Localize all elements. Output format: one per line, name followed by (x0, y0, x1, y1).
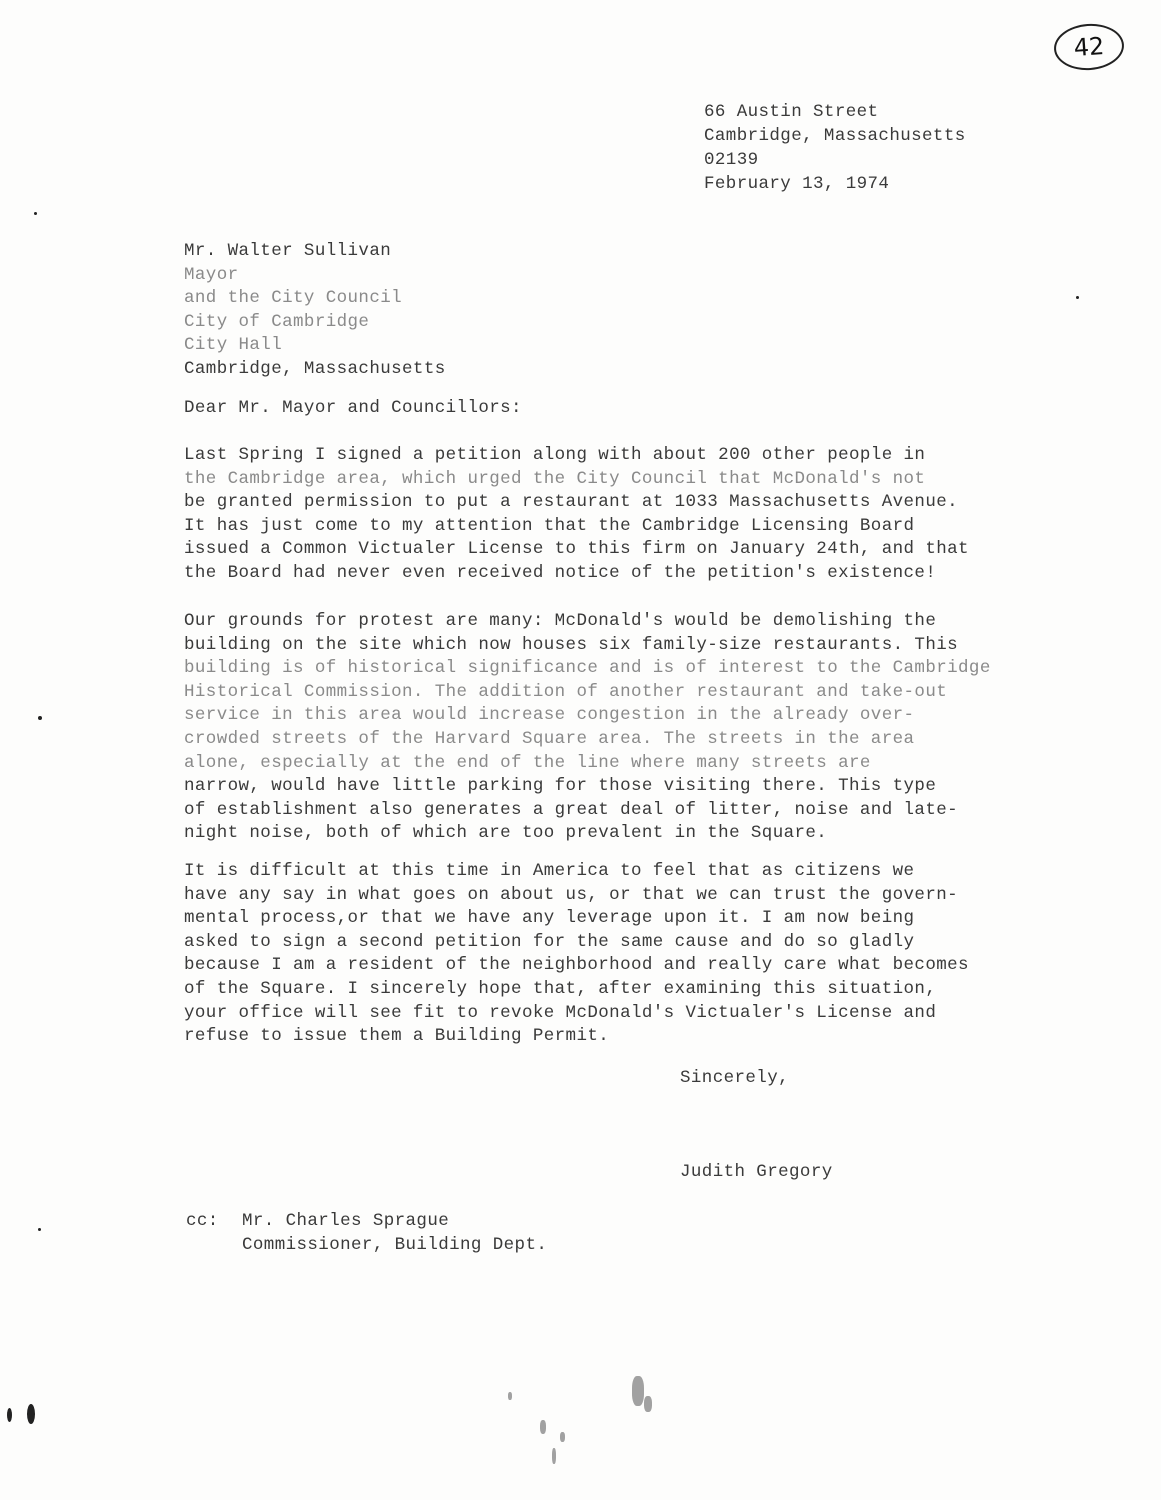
paragraph-2-line: of establishment also generates a great deal of litter, noise and late- (184, 799, 959, 820)
paragraph-2-line: Our grounds for protest are many: McDonald's would be demolishing the (184, 611, 937, 631)
signature-name: Judith Gregory (680, 1162, 833, 1182)
cc-label: cc: (186, 1211, 219, 1231)
page-number-circle: 42 (1052, 22, 1125, 73)
scan-smudge (552, 1448, 556, 1464)
salutation: Dear Mr. Mayor and Councillors: (184, 398, 522, 418)
closing: Sincerely, (680, 1068, 790, 1088)
paragraph-2-line: building on the site which now houses six family-size restaurants. This (184, 634, 959, 655)
recipient-title: Mayor (184, 264, 239, 285)
paragraph-3-line: mental process,or that we have any leverage upon it. I am now being (184, 908, 915, 929)
binder-hole-mark (27, 1404, 35, 1424)
paragraph-2 (184, 610, 991, 846)
paragraph-2-line: Historical Commission. The addition of another restaurant and take-out (184, 681, 948, 702)
scan-mark (1076, 296, 1079, 299)
recipient-council: and the City Council (184, 288, 403, 309)
scan-smudge (632, 1376, 644, 1406)
paragraph-3-line: refuse to issue them a Building Permit. (184, 1026, 610, 1047)
paragraph-1-line: the Cambridge area, which urged the City Council that McDonald's not (184, 468, 926, 489)
recipient-name: Mr. Walter Sullivan (184, 241, 392, 261)
paragraph-2-line: crowded streets of the Harvard Square area. The streets in the area (184, 728, 915, 749)
scan-mark (38, 1228, 41, 1231)
recipient-address-block (184, 240, 446, 382)
sender-city: Cambridge, Massachusetts (704, 126, 966, 146)
paragraph-3-line: your office will see fit to revoke McDonald's Victualer's License and (184, 1002, 937, 1023)
scan-smudge (508, 1392, 512, 1400)
scan-mark (38, 716, 42, 720)
letter-date: February 13, 1974 (704, 174, 890, 194)
recipient-location: Cambridge, Massachusetts (184, 358, 446, 379)
sender-zip: 02139 (704, 150, 759, 170)
cc-name: Mr. Charles Sprague (242, 1211, 450, 1231)
cc-block (186, 1210, 547, 1257)
paragraph-3-line: have any say in what goes on about us, or that we can trust the govern- (184, 884, 959, 905)
binder-hole-mark (7, 1408, 12, 1422)
paragraph-1 (184, 444, 969, 586)
paragraph-3-line: It is difficult at this time in America to feel that as citizens we (184, 861, 915, 881)
sender-street: 66 Austin Street (704, 102, 879, 122)
paragraph-2-line: narrow, would have little parking for those visiting there. This type (184, 776, 937, 797)
scan-smudge (644, 1396, 652, 1412)
sender-address-block (704, 100, 966, 196)
scan-mark (34, 212, 37, 215)
paragraph-1-line: It has just come to my attention that the Cambridge Licensing Board (184, 515, 915, 536)
recipient-building: City Hall (184, 335, 283, 356)
paragraph-3-line: asked to sign a second petition for the same cause and do so gladly (184, 931, 915, 952)
paragraph-1-line: be granted permission to put a restaurant at 1033 Massachusetts Avenue. (184, 492, 959, 513)
paragraph-1-line: issued a Common Victualer License to this firm on January 24th, and that (184, 539, 969, 560)
paragraph-1-line: the Board had never even received notice of the petition's existence! (184, 562, 937, 583)
paragraph-3 (184, 860, 969, 1049)
paragraph-3-line: because I am a resident of the neighborhood and really care what becomes (184, 955, 969, 976)
recipient-city: City of Cambridge (184, 311, 370, 332)
paragraph-2-line: building is of historical significance and is of interest to the Cambridge (184, 658, 991, 679)
paragraph-2-line: alone, especially at the end of the line where many streets are (184, 752, 871, 773)
scan-smudge (560, 1432, 565, 1442)
paragraph-2-line: service in this area would increase congestion in the already over- (184, 705, 915, 726)
scan-smudge (540, 1420, 546, 1434)
paragraph-2-line: night noise, both of which are too prevalent in the Square. (184, 823, 828, 844)
paragraph-1-line: Last Spring I signed a petition along with about 200 other people in (184, 445, 926, 465)
paragraph-3-line: of the Square. I sincerely hope that, after examining this situation, (184, 978, 937, 999)
cc-title: Commissioner, Building Dept. (242, 1234, 548, 1255)
